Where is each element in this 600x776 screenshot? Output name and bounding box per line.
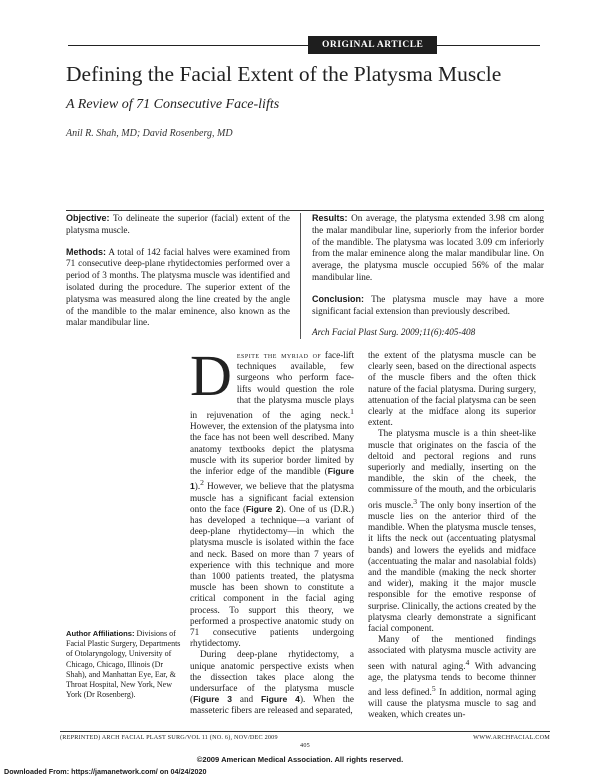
ref-1[interactable]: 1 (350, 407, 354, 417)
section-label: ORIGINAL ARTICLE (308, 36, 437, 54)
footer-website-link[interactable]: WWW.ARCHFACIAL.COM (473, 734, 550, 741)
body-paragraph (368, 634, 536, 721)
abstract-objective (66, 213, 290, 237)
ref-2[interactable]: 2 (200, 478, 204, 488)
body-paragraph (368, 428, 536, 634)
objective-label: Objective: (66, 213, 110, 223)
drop-cap: D (190, 343, 232, 408)
figure-1-link[interactable]: Figure 1 (190, 466, 354, 492)
abstract-conclusion (312, 294, 544, 318)
article-authors: Anil R. Shah, MD; David Rosenberg, MD (66, 128, 233, 139)
body-paragraph (190, 649, 354, 716)
body-column-1 (190, 343, 354, 717)
conclusion-label: Conclusion: (312, 293, 364, 304)
body-text: During deep-plane rhytidectomy, a unique anatomic perspective exists when the dissection takes place along the undersurface of the platysma muscle ( (190, 649, 354, 705)
results-text: On average, the platysma extended 3.98 cm along the malar mandibular line, superiorly from the inferior border of the mandible. The platysma was located 3.09 cm inferiorly from the malar eminence along the malar mandibular line. On average, the platysma muscle occupied 56% of the malar mandibular line. (312, 213, 544, 282)
abstract-left-column (66, 213, 290, 339)
ref-3[interactable]: 3 (413, 496, 418, 506)
objective-text: To delineate the superior (facial) extent of the platysma muscle. (66, 213, 290, 235)
abstract-right-column (312, 213, 544, 349)
page-footer (60, 731, 550, 749)
body-text: and (232, 694, 261, 705)
body-text: The only bony insertion of the muscle lies on the anterior third of the mandible. When the platysma muscle tenses, it lifts the neck out (accentuating platysmal bands) and lowers the eyelids and midface (accentuating the malar and nasolabial folds) and the mandible (making the neck shorter and wider), making it the major muscle responsible for the emotive response of surprise. Clinically, the actions created by the platysma clearly demonstrate a significant facial component. (368, 499, 536, 633)
body-text: face-lift techniques available, few surgeons who perform face-lifts would question the role that the platysma muscle plays in rejuvenation of the aging neck. (190, 350, 354, 421)
body-column-2 (368, 350, 536, 721)
abstract-methods (66, 247, 290, 330)
ref-5[interactable]: 5 (431, 684, 436, 694)
body-text: ). One of us (D.R.) has developed a technique—a variant of deep-plane rhytidectomy—in which the platysma muscle is isolated within the face and neck. Based on more than 7 years of experience with this technique and more than 1000 patients treated, the platysma muscle has been shown to constitute a critical component in the facial aging process. To support this theory, we performed a prospective anatomic study on 71 consecutive patients undergoing rhytidectomy. (190, 503, 354, 649)
body-text: However, the extension of the platysma into the face has not been well described. Many anatomy textbooks depict the platysma muscle with its superior border limited by the inferior edge of the mandible ( (190, 421, 354, 477)
body-text: The platysma muscle is a thin sheet-like muscle that originates on the fascia of the deltoid and pectoral regions and runs superiorly and medially, inserting on the mandible, the skin of the cheek, the commissure of the mouth, and the orbicularis oris muscle. (368, 428, 536, 510)
body-text: With advancing age, the platysma tends to become thinner and less defined. (368, 660, 536, 698)
body-paragraph (190, 343, 354, 649)
lead-in: espite the myriad of (236, 350, 322, 360)
body-text: ). (194, 481, 201, 492)
figure-4-link[interactable]: Figure 4 (260, 694, 300, 705)
download-stamp: Downloaded From: https://jamanetwork.com/ on 04/24/2020 (4, 767, 207, 776)
body-text: In addition, normal aging will cause the platysma muscle to sag and weaken, which creates un- (368, 687, 536, 720)
author-affiliations (66, 629, 184, 700)
body-text: ). When the masseteric fibers are released and separated, (190, 694, 354, 716)
affiliations-text: Divisions of Facial Plastic Surgery, Departments of Otolaryngology, University of Chicago, Chicago, Illinois (Dr Shah), and Manhattan Eye, Ear, & Throat Hospital, New York, New York (Dr Rosenberg). (66, 629, 181, 700)
section-rule (68, 45, 540, 46)
figure-2-link[interactable]: Figure 2 (246, 503, 281, 514)
body-text: However, we believe that the platysma muscle has a significant facial extension onto the face ( (190, 481, 354, 514)
results-label: Results: (312, 213, 348, 223)
conclusion-text: The platysma muscle may have a more significant facial extension than previously described. (312, 293, 544, 316)
article-title: Defining the Facial Extent of the Platysma Muscle (66, 62, 502, 86)
abstract-column-divider (300, 213, 301, 339)
ref-4[interactable]: 4 (465, 657, 470, 667)
body-paragraph: the extent of the platysma muscle can be clearly seen, based on the directional aspects of the muscle fibers and the often thick nature of the facial platysma. During surgery, attenuation of the facial platysma can be seen clearly at the midface along its superior extent. (368, 350, 536, 428)
footer-rule (60, 731, 550, 732)
section-label-bar (68, 36, 540, 54)
citation: Arch Facial Plast Surg. 2009;11(6):405-408 (312, 327, 476, 338)
abstract-results (312, 213, 544, 284)
page-number: 405 (300, 742, 310, 749)
affiliations-label: Author Affiliations: (66, 629, 135, 638)
abstract-rule (66, 210, 544, 211)
article-subtitle: A Review of 71 Consecutive Face-lifts (66, 97, 280, 112)
body-text: Many of the mentioned findings associated with platysma muscle activity are seen with natural aging. (368, 634, 536, 671)
figure-3-link[interactable]: Figure 3 (193, 694, 233, 705)
copyright-notice: ©2009 American Medical Association. All rights reserved. (196, 755, 404, 764)
methods-label: Methods: (66, 246, 106, 257)
footer-journal-info: (REPRINTED) ARCH FACIAL PLAST SURG/VOL 11 (NO. 6), NOV/DEC 2009 (60, 734, 278, 741)
methods-text: A total of 142 facial halves were examined from 71 consecutive deep-plane rhytidectomies performed over a period of 3 months. The platysma muscle was identified and isolated during the procedure. The superior extent of the platysma was measured along the line created by the angle of the mandible to the malar eminence, also known as the malar mandibular line. (66, 246, 290, 328)
